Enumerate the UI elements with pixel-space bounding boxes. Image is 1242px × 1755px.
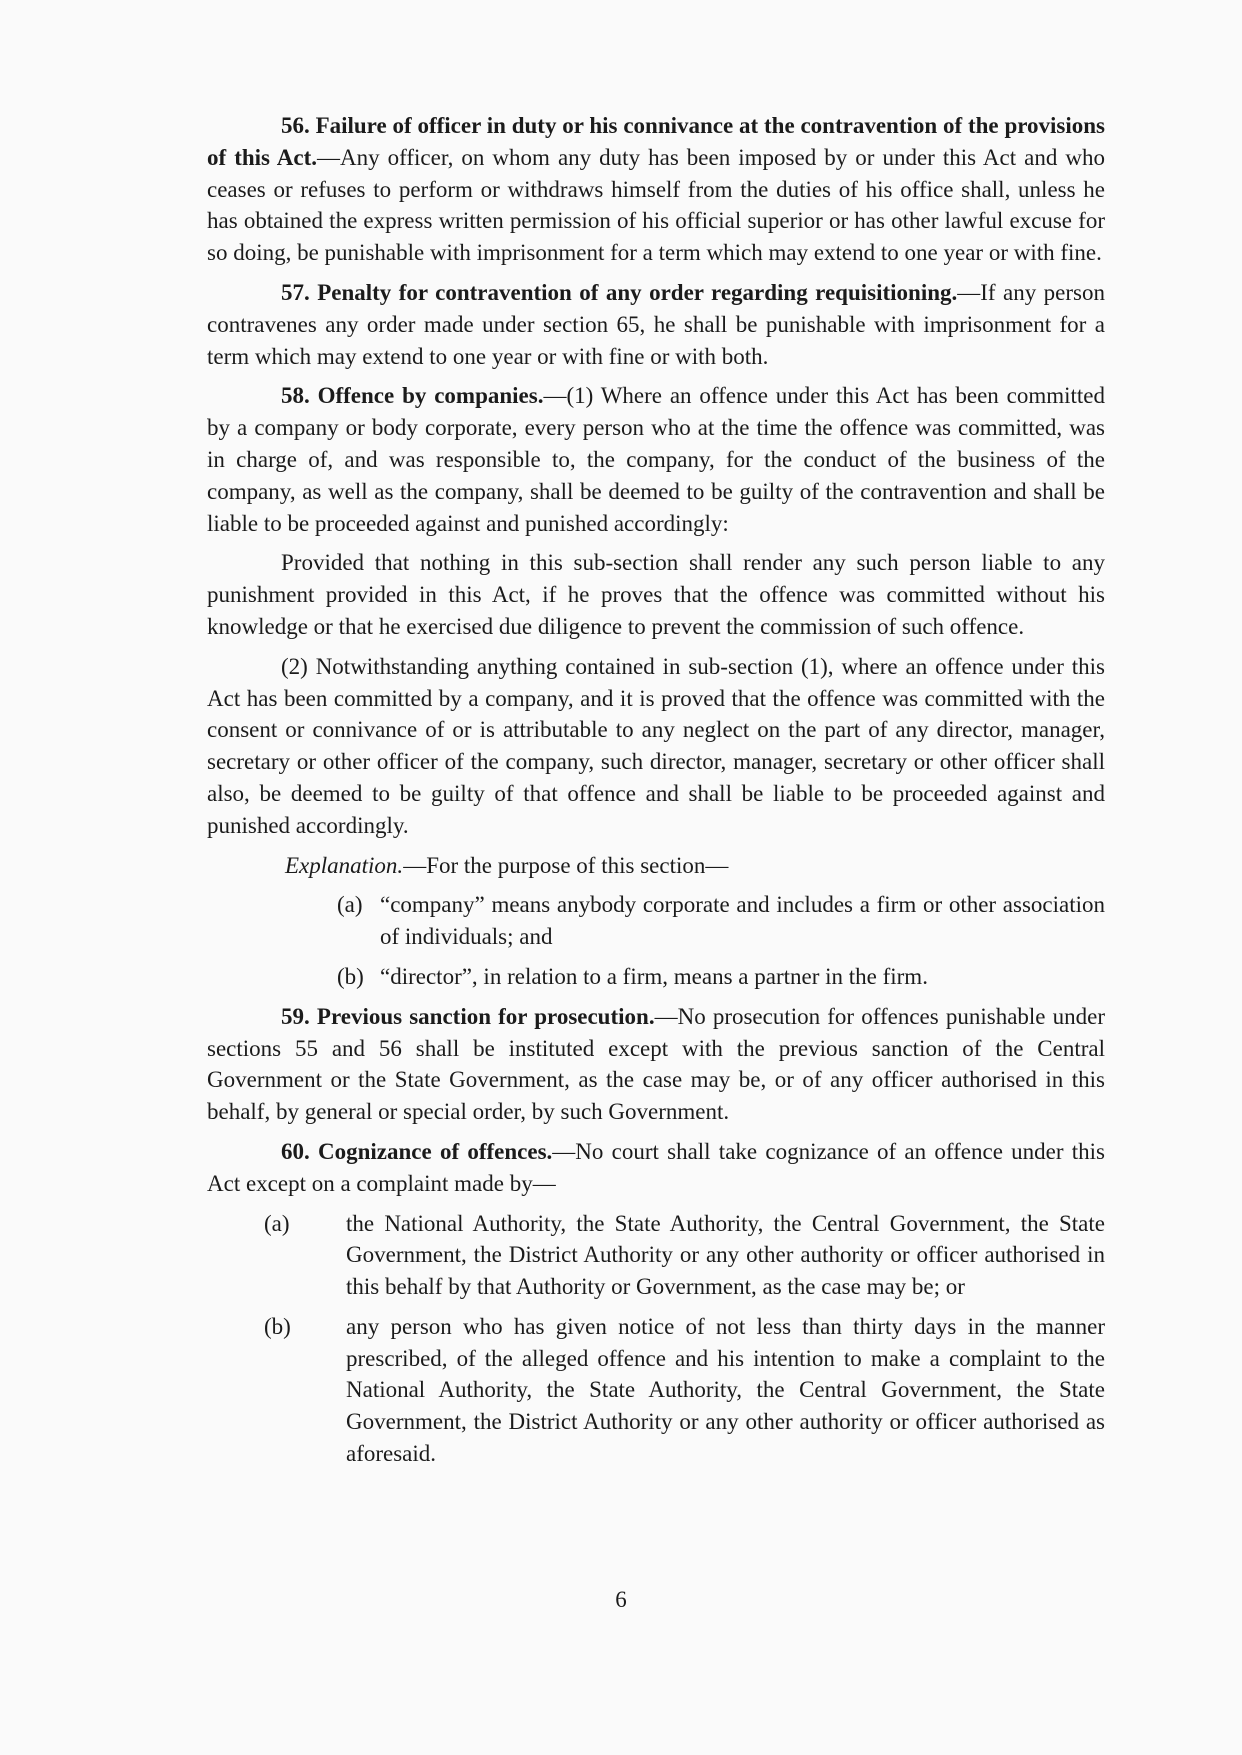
item-text: “director”, in relation to a firm, means a partner in the firm. [380,963,928,989]
section-60-item-b [207,1311,1105,1470]
section-59-body: —No prosecution for offences punishable under sections 55 and 56 shall be instituted except with the previous sanction of the Central Government or the State Government, as the case may be, or of any officer authorised in this behalf, by general or special order, by such Government. [207,1003,1106,1125]
section-57 [207,277,1105,372]
section-58-explanation [207,850,1105,882]
page-content [207,110,1105,1478]
section-56-body: —Any officer, on whom any duty has been imposed by or under this Act and who ceases or refuses to perform or withdraws himself from the duties of his office shall, unless he has obtained the express written permission of his official superior or has other lawful excuse for so doing, be punishable with imprisonment for a term which may extend to one year or with fine. [207,144,1105,266]
section-60-item-a [207,1208,1105,1303]
item-label: (a) [337,892,363,918]
item-label: (b) [264,1313,291,1339]
section-58-item-a [207,889,1105,953]
section-59 [207,1001,1105,1128]
explanation-text: —For the purpose of this section— [403,852,729,878]
section-58-heading: 58. Offence by companies. [281,383,544,409]
explanation-label: Explanation. [285,852,404,878]
item-text: the National Authority, the State Authority, the Central Government, the State Government, the District Authority or any other authority or officer authorised in this behalf by that Authority or Government, as the case may be; or [346,1210,1105,1300]
section-60 [207,1136,1105,1200]
section-57-heading: 57. Penalty for contravention of any order regarding requisitioning. [281,279,958,305]
item-label: (b) [337,963,364,989]
section-57-body: —If any person contravenes any order made under section 65, he shall be punishable with imprisonment for a term which may extend to one year or with fine or with both. [207,279,1105,369]
section-60-heading: 60. Cognizance of offences. [281,1138,553,1164]
item-text: any person who has given notice of not less than thirty days in the manner prescribed, of the alleged offence and his intention to make a complaint to the National Authority, the State Authority, the Central Government, the State Government, the District Authority or any other authority or officer authorised as aforesaid. [346,1313,1105,1467]
section-59-heading: 59. Previous sanction for prosecution. [281,1003,655,1029]
item-text: “company” means anybody corporate and includes a firm or other association of individuals; and [380,892,1105,950]
section-58-subsection-2: (2) Notwithstanding anything contained in sub-section (1), where an offence under this Act has been committed by a company, and it is proved that the offence was committed with the consent or connivance of or is attributable to any neglect on the part of any director, manager, secretary or other officer of the company, such director, manager, secretary or other officer shall also, be deemed to be guilty of that offence and shall be liable to be proceeded against and punished accordingly. [207,653,1105,838]
section-58 [207,380,1105,539]
section-60-body: —No court shall take cognizance of an offence under this Act except on a complaint made by— [207,1138,1105,1196]
item-label: (a) [264,1210,290,1236]
section-56-heading: 56. Failure of officer in duty or his connivance at the contravention of the provisions of this Act. [207,113,1105,170]
section-58-body: —(1) Where an offence under this Act has been committed by a company or body corporate, every person who at the time the offence was committed, was in charge of, and was responsible to, the company, for the conduct of the business of the company, as well as the company, shall be deemed to be guilty of the contravention and shall be liable to be proceeded against and punished accordingly: [207,383,1106,536]
page-number: 6 [615,1587,627,1612]
section-58-proviso: Provided that nothing in this sub-section shall render any such person liable to any punishment provided in this Act, if he proves that the offence was committed without his knowledge or that he exercised due diligence to prevent the commission of such offence. [207,550,1105,639]
section-56 [207,110,1105,269]
section-58-item-b [207,961,1105,993]
